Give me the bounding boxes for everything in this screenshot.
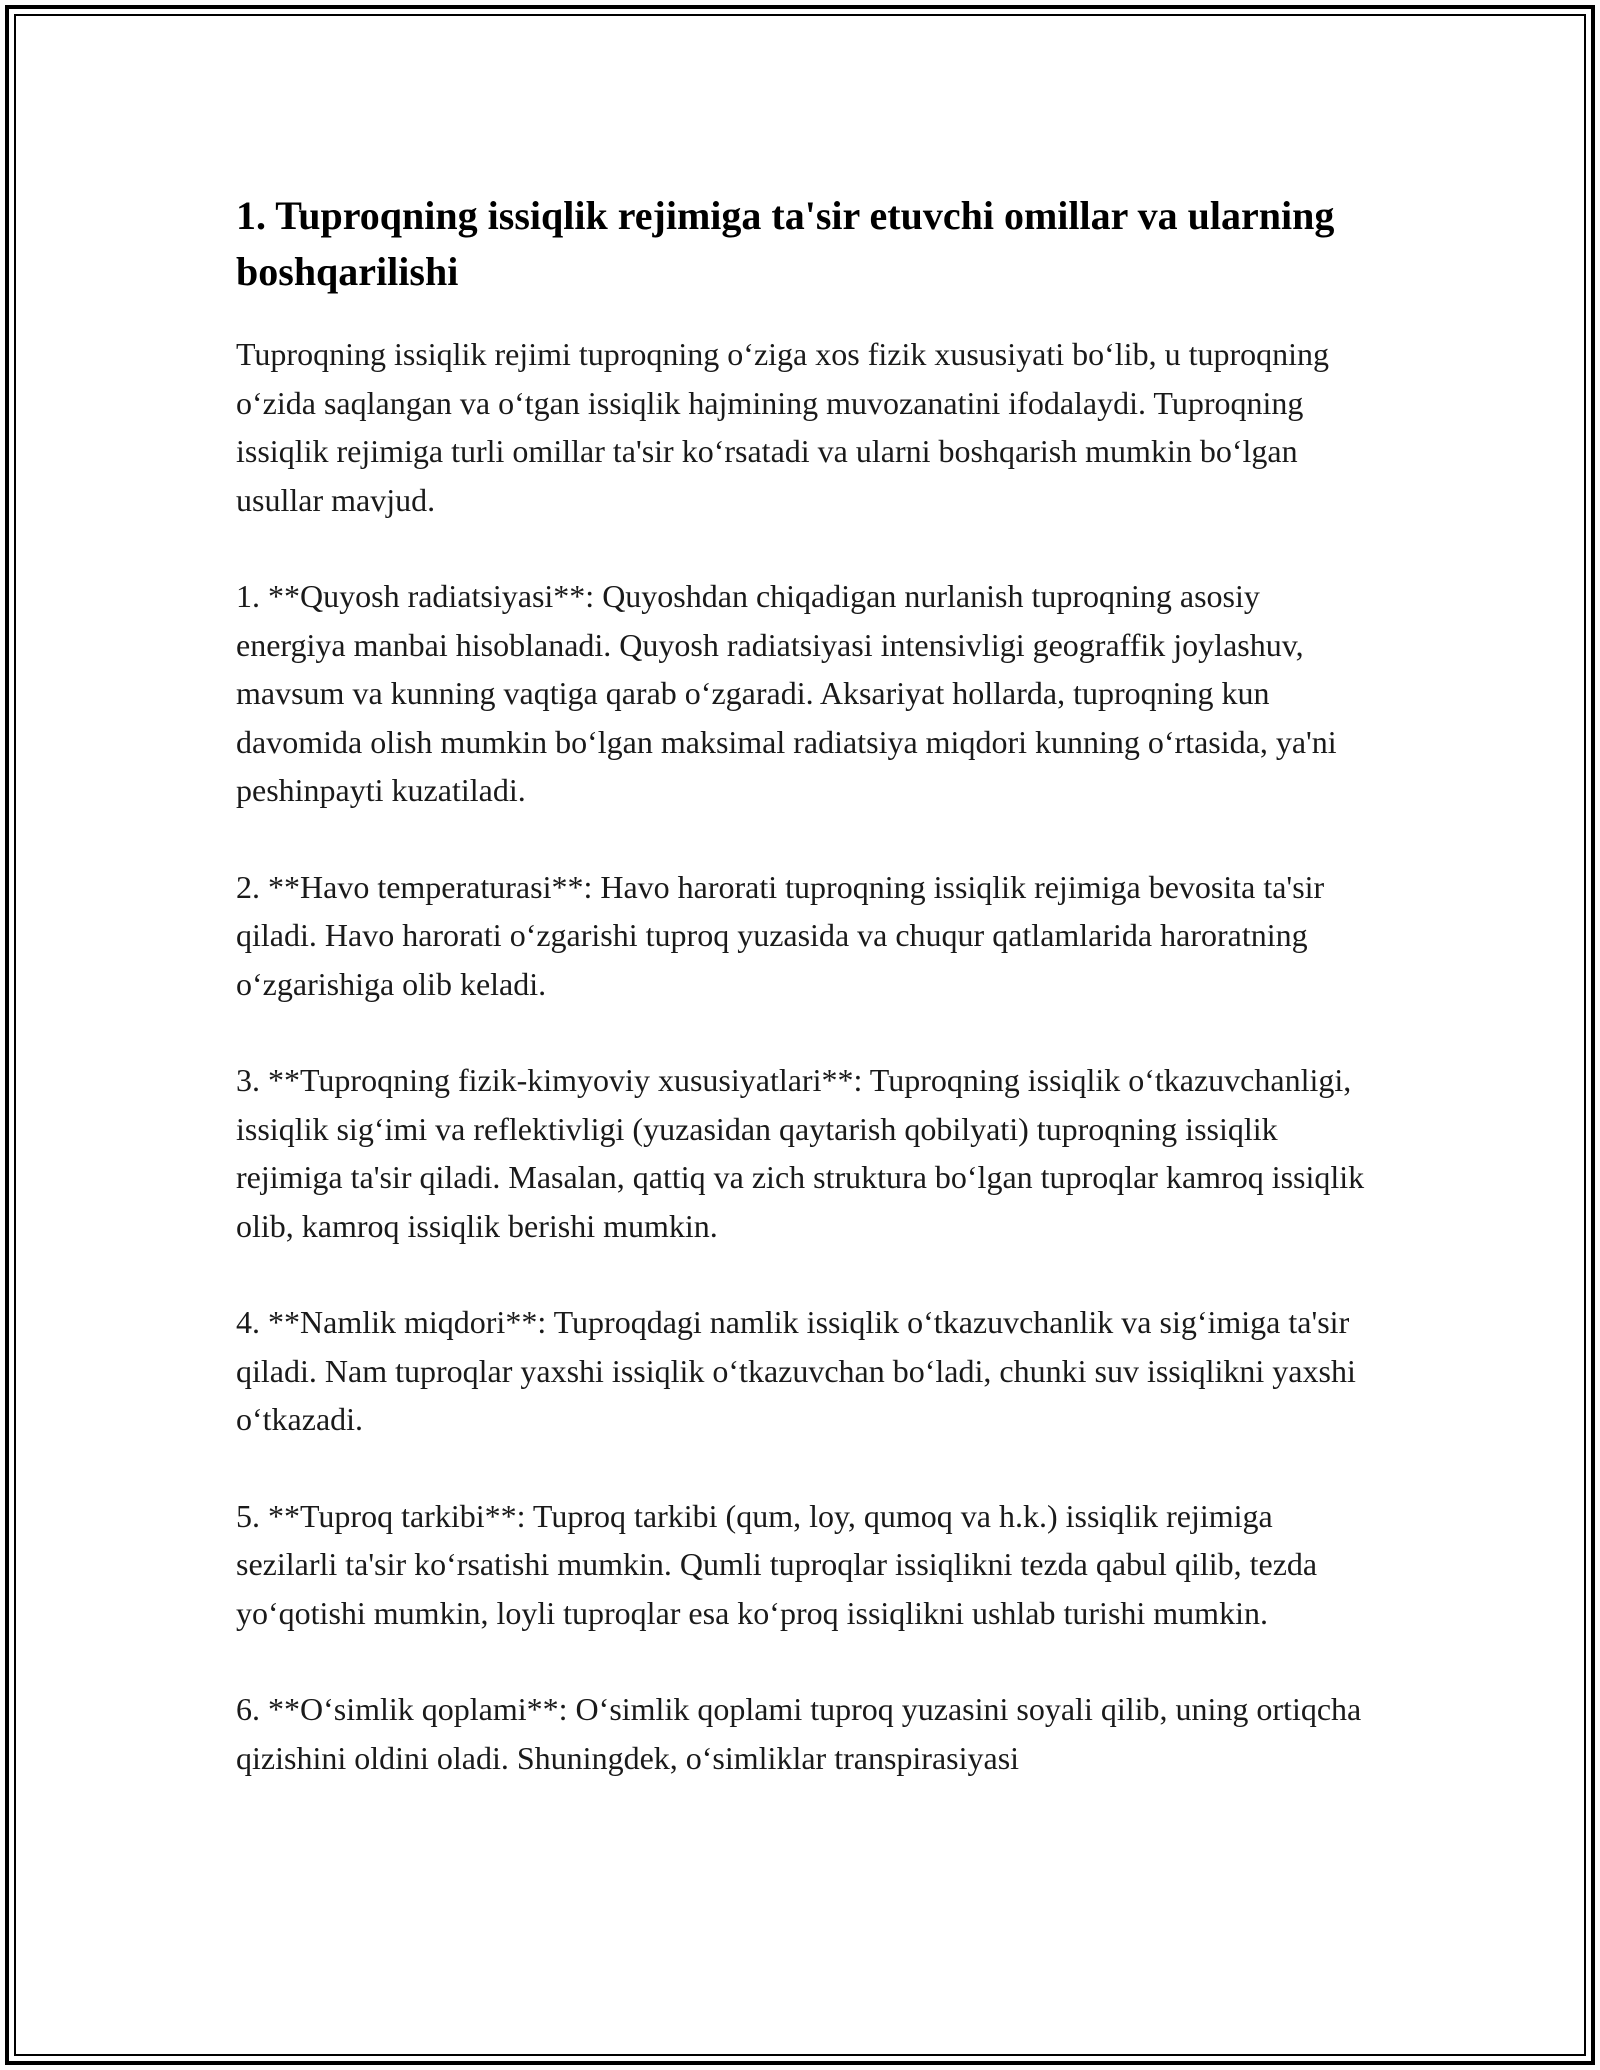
intro-paragraph: Tuproqning issiqlik rejimi tuproqning oʻziga xos fizik xususiyati boʻlib, u tuproqning oʻzida saqlangan va oʻtgan issiqlik hajmining muvozanatini ifodalaydi. Tuproqning issiqlik rejimiga turli omillar ta'sir koʻrsatadi va ularni boshqarish mumkin boʻlgan usullar mavjud.: [236, 336, 1329, 518]
factor-6-paragraph: 6. **Oʻsimlik qoplami**: Oʻsimlik qoplami tuproq yuzasini soyali qilib, uning ortiqcha qizishini oldini oladi. Shuningdek, oʻsimliklar transpirasiyasi: [236, 1691, 1362, 1776]
factor-5-paragraph: 5. **Tuproq tarkibi**: Tuproq tarkibi (qum, loy, qumoq va h.k.) issiqlik rejimiga sezilarli ta'sir koʻrsatishi mumkin. Qumli tuproqlar issiqlikni tezda qabul qilib, tezda yoʻqotishi mumkin, loyli tuproqlar esa koʻproq issiqlikni ushlab turishi mumkin.: [236, 1497, 1318, 1631]
factor-1-paragraph: 1. **Quyosh radiatsiyasi**: Quyoshdan chiqadigan nurlanish tuproqning asosiy energiya manbai hisoblanadi. Quyosh radiatsiyasi intensivligi geograffik joylashuv, mavsum va kunning vaqtiga qarab oʻzgaradi. Aksariyat hollarda, tuproqning kun davomida olish mumkin boʻlgan maksimal radiatsiya miqdori kunning oʻrtasida, ya'ni peshinpayti kuzatiladi.: [236, 578, 1337, 808]
factor-3-paragraph: 3. **Tuproqning fizik-kimyoviy xususiyatlari**: Tuproqning issiqlik oʻtkazuvchanligi, issiqlik sigʻimi va reflektivligi (yuzasidan qaytarish qobilyati) tuproqning issiqlik rejimiga ta'sir qiladi. Masalan, qattiq va zich struktura boʻlgan tuproqlar kamroq issiqlik olib, kamroq issiqlik berishi mumkin.: [236, 1062, 1365, 1244]
factor-4-paragraph: 4. **Namlik miqdori**: Tuproqdagi namlik issiqlik oʻtkazuvchanlik va sigʻimiga ta'sir qiladi. Nam tuproqlar yaxshi issiqlik oʻtkazuvchan boʻladi, chunki suv issiqlikni yaxshi oʻtkazadi.: [236, 1304, 1356, 1437]
document-body: [236, 188, 1376, 1830]
document-title: 1. Tuproqning issiqlik rejimiga ta'sir etuvchi omillar va ularning boshqarilishi: [236, 193, 1335, 294]
factor-2-paragraph: 2. **Havo temperaturasi**: Havo harorati tuproqning issiqlik rejimiga bevosita ta'sir qiladi. Havo harorati oʻzgarishi tuproq yuzasida va chuqur qatlamlarida haroratning oʻzgarishiga olib keladi.: [236, 868, 1325, 1002]
